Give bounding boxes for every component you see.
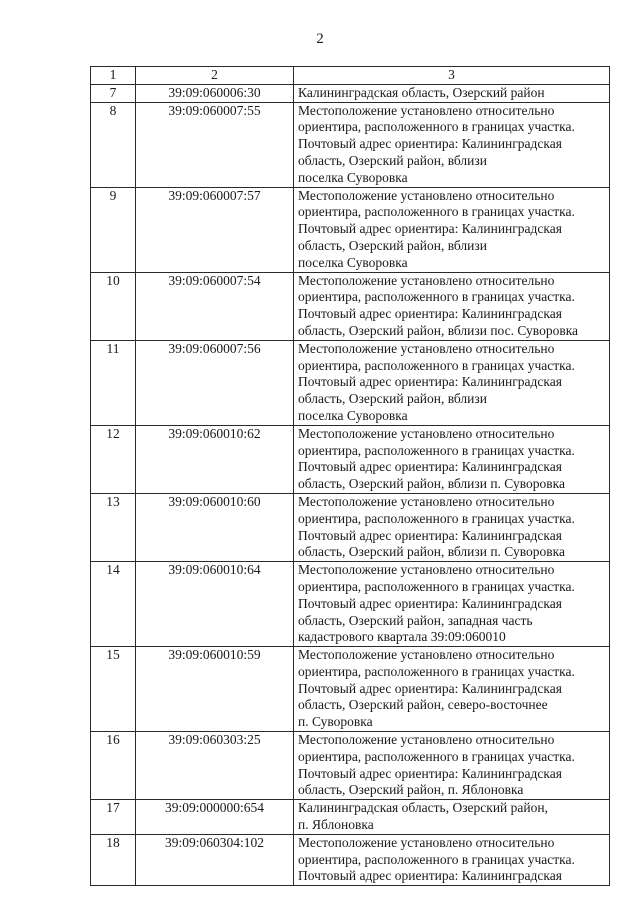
- land-plots-table: [90, 66, 610, 886]
- location-description: Местоположение установлено относительно ориентира, расположенного в границах участка. Почтовый адрес ориентира: Калининградская область, Озерский район, вблизи п. Суворовка: [294, 425, 610, 493]
- location-description: Местоположение установлено относительно ориентира, расположенного в границах участка. Почтовый адрес ориентира: Калининградская область, Озерский район, вблизи поселка Суворовка: [294, 187, 610, 272]
- table-row: [91, 84, 610, 102]
- table-header-row: [91, 67, 610, 85]
- location-description: Местоположение установлено относительно ориентира, расположенного в границах участка. Почтовый адрес ориентира: Калининградская область, Озерский район, вблизи пос. Суворовка: [294, 272, 610, 340]
- location-description: Местоположение установлено относительно ориентира, расположенного в границах участка. Почтовый адрес ориентира: Калининградская область, Озерский район, западная часть кадастрового квартала 39:09:060010: [294, 562, 610, 647]
- row-number: 15: [91, 647, 136, 732]
- cadastral-number: 39:09:060010:62: [136, 425, 294, 493]
- cadastral-number: 39:09:000000:654: [136, 800, 294, 835]
- table-row: [91, 562, 610, 647]
- location-description: Калининградская область, Озерский район, п. Яблоновка: [294, 800, 610, 835]
- cadastral-number: 39:09:060007:55: [136, 102, 294, 187]
- cadastral-number: 39:09:060303:25: [136, 732, 294, 800]
- row-number: 9: [91, 187, 136, 272]
- location-description: Местоположение установлено относительно ориентира, расположенного в границах участка. Почтовый адрес ориентира: Калининградская: [294, 834, 610, 885]
- row-number: 10: [91, 272, 136, 340]
- cadastral-number: 39:09:060304:102: [136, 834, 294, 885]
- row-number: 18: [91, 834, 136, 885]
- row-number: 13: [91, 493, 136, 561]
- row-number: 14: [91, 562, 136, 647]
- column-header-3: 3: [294, 67, 610, 85]
- table-row: [91, 425, 610, 493]
- location-description: Калининградская область, Озерский район: [294, 84, 610, 102]
- cadastral-number: 39:09:060006:30: [136, 84, 294, 102]
- table-row: [91, 800, 610, 835]
- row-number: 17: [91, 800, 136, 835]
- page-number: 2: [316, 31, 324, 47]
- cadastral-number: 39:09:060010:59: [136, 647, 294, 732]
- table-row: [91, 493, 610, 561]
- row-number: 16: [91, 732, 136, 800]
- cadastral-number: 39:09:060010:60: [136, 493, 294, 561]
- row-number: 7: [91, 84, 136, 102]
- cadastral-number: 39:09:060007:56: [136, 340, 294, 425]
- location-description: Местоположение установлено относительно ориентира, расположенного в границах участка. Почтовый адрес ориентира: Калининградская область, Озерский район, вблизи п. Суворовка: [294, 493, 610, 561]
- table-row: [91, 834, 610, 885]
- table-row: [91, 102, 610, 187]
- cadastral-number: 39:09:060010:64: [136, 562, 294, 647]
- table-row: [91, 732, 610, 800]
- table-row: [91, 340, 610, 425]
- column-header-2: 2: [136, 67, 294, 85]
- row-number: 11: [91, 340, 136, 425]
- cadastral-number: 39:09:060007:57: [136, 187, 294, 272]
- row-number: 12: [91, 425, 136, 493]
- location-description: Местоположение установлено относительно ориентира, расположенного в границах участка. Почтовый адрес ориентира: Калининградская область, Озерский район, п. Яблоновка: [294, 732, 610, 800]
- column-header-1: 1: [91, 67, 136, 85]
- row-number: 8: [91, 102, 136, 187]
- table-row: [91, 647, 610, 732]
- table-row: [91, 272, 610, 340]
- location-description: Местоположение установлено относительно ориентира, расположенного в границах участка. Почтовый адрес ориентира: Калининградская область, Озерский район, вблизи поселка Суворовка: [294, 102, 610, 187]
- location-description: Местоположение установлено относительно ориентира, расположенного в границах участка. Почтовый адрес ориентира: Калининградская область, Озерский район, северо-восточнее п. Суворовка: [294, 647, 610, 732]
- cadastral-number: 39:09:060007:54: [136, 272, 294, 340]
- location-description: Местоположение установлено относительно ориентира, расположенного в границах участка. Почтовый адрес ориентира: Калининградская область, Озерский район, вблизи поселка Суворовка: [294, 340, 610, 425]
- table-row: [91, 187, 610, 272]
